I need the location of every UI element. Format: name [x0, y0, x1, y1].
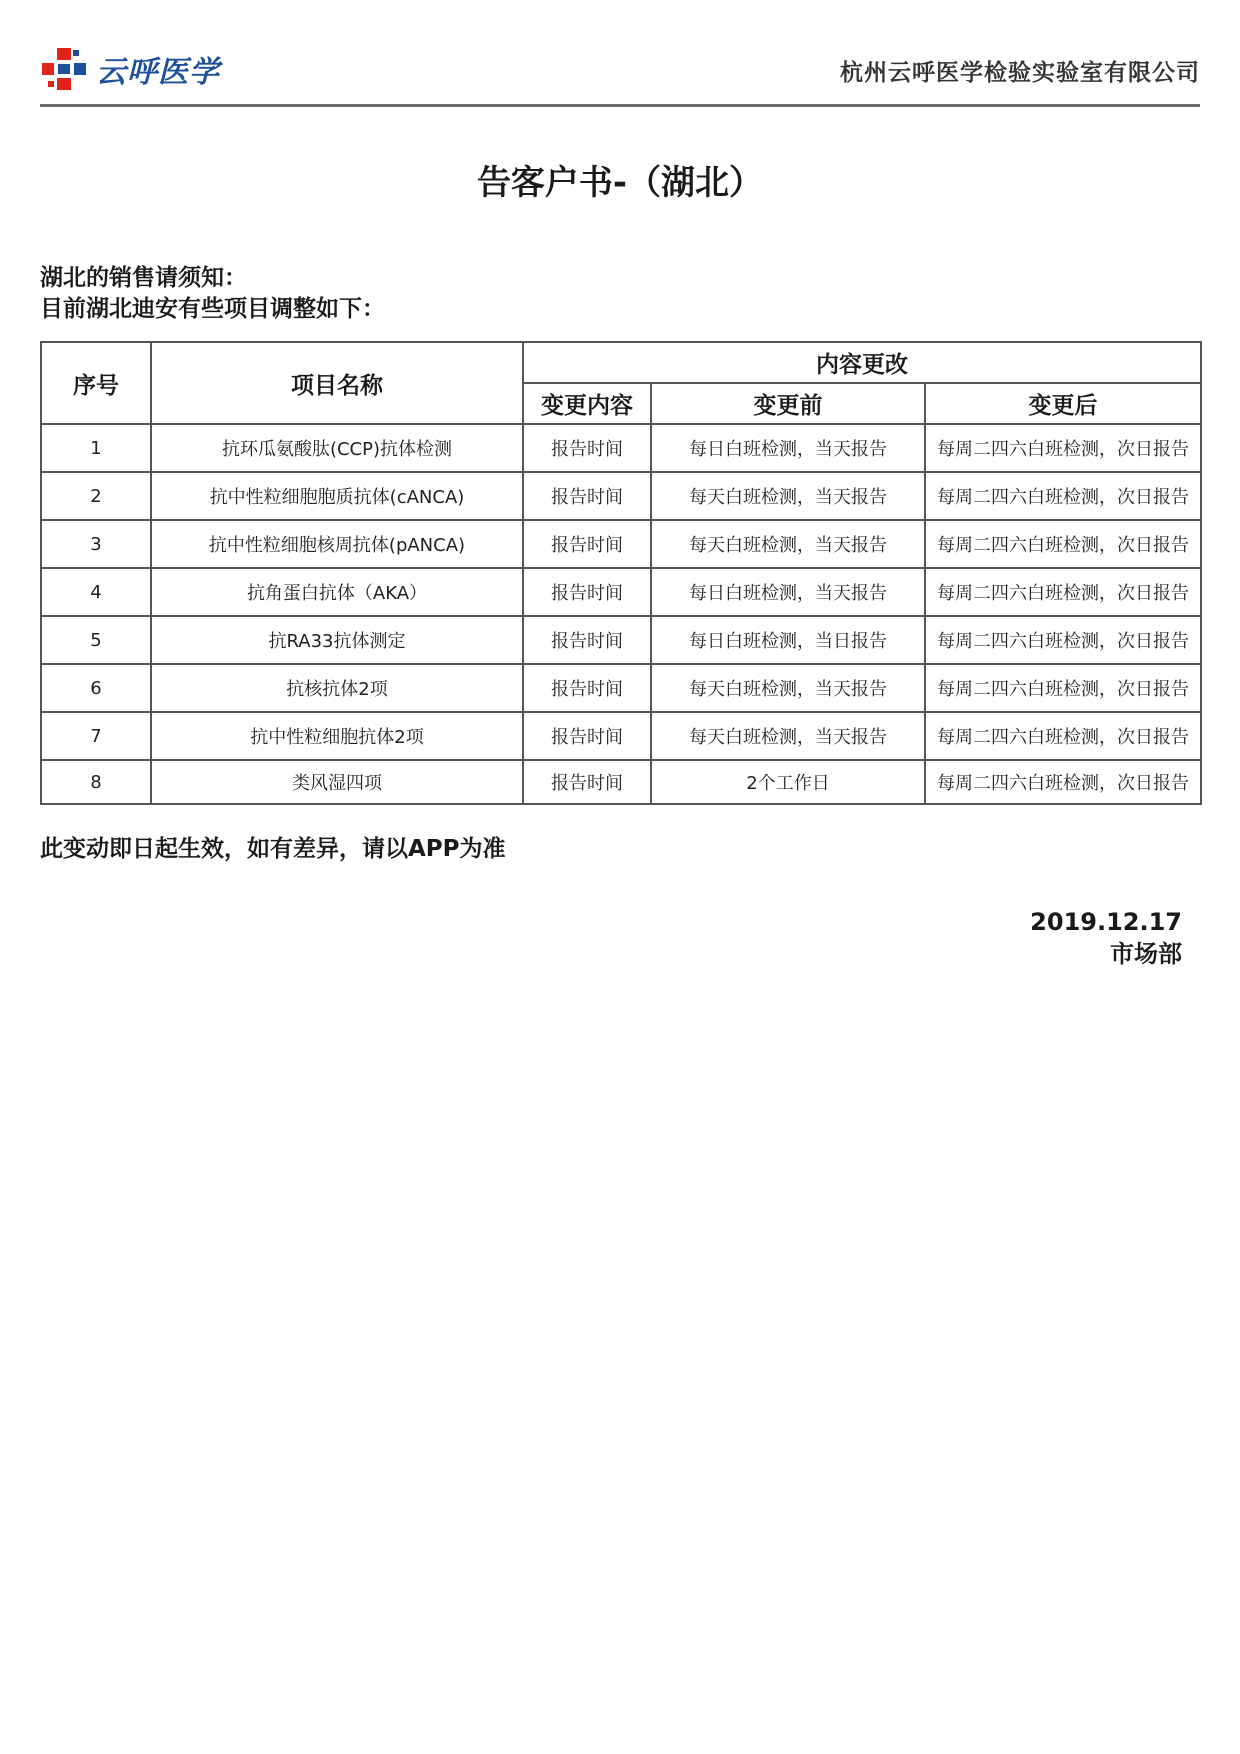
cell-change-type: 报告时间 [523, 616, 651, 664]
cell-seq: 2 [41, 472, 151, 520]
table-row [41, 520, 1201, 568]
cell-seq: 8 [41, 760, 151, 804]
cell-after: 每周二四六白班检测，次日报告 [925, 568, 1201, 616]
cell-before: 每日白班检测，当天报告 [651, 568, 925, 616]
cell-before: 每天白班检测，当天报告 [651, 520, 925, 568]
cell-name: 抗RA33抗体测定 [151, 616, 523, 664]
cell-seq: 3 [41, 520, 151, 568]
table-row [41, 568, 1201, 616]
cell-before: 每天白班检测，当天报告 [651, 664, 925, 712]
cell-change-type: 报告时间 [523, 760, 651, 804]
page-title: 告客户书-（湖北） [476, 163, 764, 203]
table-row [41, 616, 1201, 664]
cell-name: 抗角蛋白抗体（AKA） [151, 568, 523, 616]
header-before: 变更前 [651, 383, 925, 424]
intro-line-2: 目前湖北迪安有些项目调整如下： [40, 296, 385, 322]
cell-seq: 7 [41, 712, 151, 760]
logo-cross-icon [40, 46, 88, 92]
cell-name: 抗核抗体2项 [151, 664, 523, 712]
cell-name: 类风湿四项 [151, 760, 523, 804]
cell-seq: 5 [41, 616, 151, 664]
table-row [41, 664, 1201, 712]
cell-seq: 4 [41, 568, 151, 616]
cell-before: 每日白班检测，当日报告 [651, 616, 925, 664]
table-row [41, 424, 1201, 472]
cell-after: 每周二四六白班检测，次日报告 [925, 520, 1201, 568]
cell-after: 每周二四六白班检测，次日报告 [925, 424, 1201, 472]
cell-name: 抗中性粒细胞抗体2项 [151, 712, 523, 760]
header-after: 变更后 [925, 383, 1201, 424]
table-row [41, 712, 1201, 760]
cell-before: 2个工作日 [651, 760, 925, 804]
cell-name: 抗中性粒细胞胞质抗体(cANCA) [151, 472, 523, 520]
header-seq: 序号 [41, 342, 151, 424]
company-logo [40, 46, 220, 92]
cell-name: 抗中性粒细胞核周抗体(pANCA) [151, 520, 523, 568]
company-name: 杭州云呼医学检验实验室有限公司 [840, 60, 1200, 86]
cell-change-type: 报告时间 [523, 568, 651, 616]
intro-text [40, 263, 385, 325]
cell-seq: 6 [41, 664, 151, 712]
signature-block [1030, 906, 1182, 970]
cell-change-type: 报告时间 [523, 712, 651, 760]
table-header-row [41, 342, 1201, 383]
page-header [40, 40, 1200, 107]
intro-line-1: 湖北的销售请须知： [40, 265, 247, 291]
cell-before: 每日白班检测，当天报告 [651, 424, 925, 472]
cell-seq: 1 [41, 424, 151, 472]
header-name: 项目名称 [151, 342, 523, 424]
effective-notice: 此变动即日起生效，如有差异，请以APP为准 [40, 836, 506, 862]
changes-table [40, 341, 1202, 805]
header-group: 内容更改 [523, 342, 1201, 383]
cell-after: 每周二四六白班检测，次日报告 [925, 760, 1201, 804]
signature-date: 2019.12.17 [1030, 908, 1182, 936]
signature-department: 市场部 [1110, 940, 1182, 968]
cell-after: 每周二四六白班检测，次日报告 [925, 664, 1201, 712]
cell-before: 每天白班检测，当天报告 [651, 472, 925, 520]
cell-change-type: 报告时间 [523, 520, 651, 568]
cell-after: 每周二四六白班检测，次日报告 [925, 712, 1201, 760]
table-row [41, 760, 1201, 804]
cell-before: 每天白班检测，当天报告 [651, 712, 925, 760]
cell-after: 每周二四六白班检测，次日报告 [925, 472, 1201, 520]
cell-change-type: 报告时间 [523, 664, 651, 712]
table-row [41, 472, 1201, 520]
header-change-type: 变更内容 [523, 383, 651, 424]
cell-change-type: 报告时间 [523, 424, 651, 472]
logo-text: 云呼医学 [96, 55, 220, 90]
cell-change-type: 报告时间 [523, 472, 651, 520]
cell-name: 抗环瓜氨酸肽(CCP)抗体检测 [151, 424, 523, 472]
cell-after: 每周二四六白班检测，次日报告 [925, 616, 1201, 664]
